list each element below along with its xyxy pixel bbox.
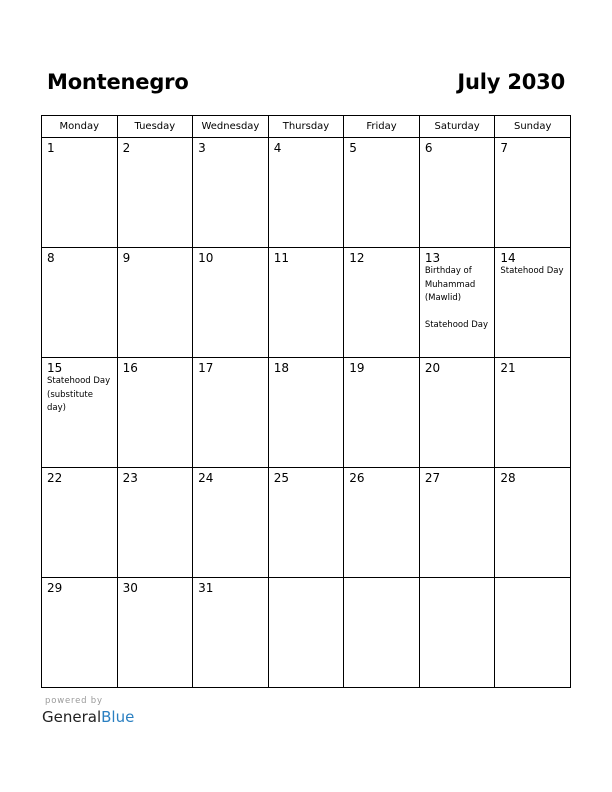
empty-day-cell <box>344 578 420 688</box>
day-number: 21 <box>500 361 516 375</box>
weekday-header: Wednesday <box>193 116 269 138</box>
day-number: 7 <box>500 141 509 155</box>
day-number: 5 <box>349 141 357 155</box>
brand-general: General <box>42 708 102 726</box>
empty-day-cell <box>495 578 571 688</box>
day-number: 22 <box>47 471 63 485</box>
day-number: 23 <box>122 471 138 485</box>
day-number <box>269 578 344 581</box>
day-cell <box>344 468 420 578</box>
day-cell <box>268 138 344 248</box>
day-number: 28 <box>500 471 516 485</box>
day-cell <box>419 468 495 578</box>
day-cell <box>42 248 118 358</box>
country-title: Montenegro <box>47 70 189 94</box>
day-number: 24 <box>198 471 214 485</box>
empty-day-cell <box>268 578 344 688</box>
day-cell <box>117 578 193 688</box>
day-number: 30 <box>122 581 138 595</box>
day-number: 29 <box>47 581 63 595</box>
weekday-header: Monday <box>42 116 118 138</box>
day-cell <box>495 468 571 578</box>
holiday-list <box>495 265 570 279</box>
day-number: 17 <box>198 361 214 375</box>
weekday-header: Tuesday <box>117 116 193 138</box>
week-row <box>42 138 571 248</box>
weekday-header: Sunday <box>495 116 571 138</box>
day-cell <box>344 248 420 358</box>
holiday-label: Statehood Day (substitute day) <box>47 376 111 413</box>
day-number: 27 <box>424 471 441 485</box>
day-number: 14 <box>500 251 516 265</box>
day-cell <box>419 248 495 358</box>
holiday-list <box>42 375 117 416</box>
day-cell <box>42 358 118 468</box>
calendar-grid <box>41 115 571 688</box>
day-number <box>495 578 570 581</box>
week-row <box>42 248 571 358</box>
brand-blue: Blue <box>101 708 135 726</box>
day-cell <box>344 358 420 468</box>
footer-branding <box>42 696 134 726</box>
day-cell <box>193 358 269 468</box>
holiday-label: Statehood Day <box>424 319 488 330</box>
powered-by-text: powered by <box>45 696 103 706</box>
day-number: 31 <box>198 581 214 595</box>
day-cell <box>42 468 118 578</box>
day-cell <box>268 248 344 358</box>
day-cell <box>495 138 571 248</box>
day-number: 11 <box>273 251 289 265</box>
day-cell <box>419 358 495 468</box>
day-number: 9 <box>122 251 131 265</box>
day-number: 26 <box>349 471 365 485</box>
day-number <box>420 578 495 581</box>
empty-day-cell <box>419 578 495 688</box>
weekday-header: Friday <box>344 116 420 138</box>
day-cell <box>193 468 269 578</box>
day-number: 8 <box>47 251 55 265</box>
day-cell <box>193 138 269 248</box>
weekday-header-row <box>42 116 571 138</box>
month-year-title: July 2030 <box>457 70 565 94</box>
day-cell <box>117 138 193 248</box>
generalblue-logo <box>42 708 134 726</box>
day-number: 15 <box>47 361 63 375</box>
day-cell <box>117 248 193 358</box>
day-cell <box>193 578 269 688</box>
holiday-list <box>420 265 495 332</box>
week-row <box>42 578 571 688</box>
day-cell <box>117 358 193 468</box>
day-cell <box>42 578 118 688</box>
day-cell <box>419 138 495 248</box>
day-cell <box>42 138 118 248</box>
day-cell <box>117 468 193 578</box>
day-number: 4 <box>273 141 282 155</box>
day-cell <box>495 248 571 358</box>
day-number: 16 <box>122 361 138 375</box>
week-row <box>42 358 571 468</box>
day-number: 18 <box>273 361 289 375</box>
day-cell <box>268 358 344 468</box>
day-number: 19 <box>349 361 365 375</box>
day-number: 6 <box>424 141 433 155</box>
holiday-label: Statehood Day <box>500 266 564 276</box>
day-cell <box>193 248 269 358</box>
day-number: 2 <box>122 141 131 155</box>
day-number: 13 <box>424 251 441 265</box>
day-number <box>344 578 419 581</box>
weekday-header: Saturday <box>419 116 495 138</box>
day-number: 3 <box>198 141 206 155</box>
day-number: 1 <box>47 141 55 155</box>
day-cell <box>344 138 420 248</box>
weekday-header: Thursday <box>268 116 344 138</box>
day-number: 25 <box>273 471 289 485</box>
day-cell <box>495 358 571 468</box>
week-row <box>42 468 571 578</box>
day-number: 10 <box>198 251 214 265</box>
day-number: 12 <box>349 251 365 265</box>
day-cell <box>268 468 344 578</box>
holiday-label: Birthday of Muhammad (Mawlid) <box>424 266 476 303</box>
day-number: 20 <box>424 361 441 375</box>
